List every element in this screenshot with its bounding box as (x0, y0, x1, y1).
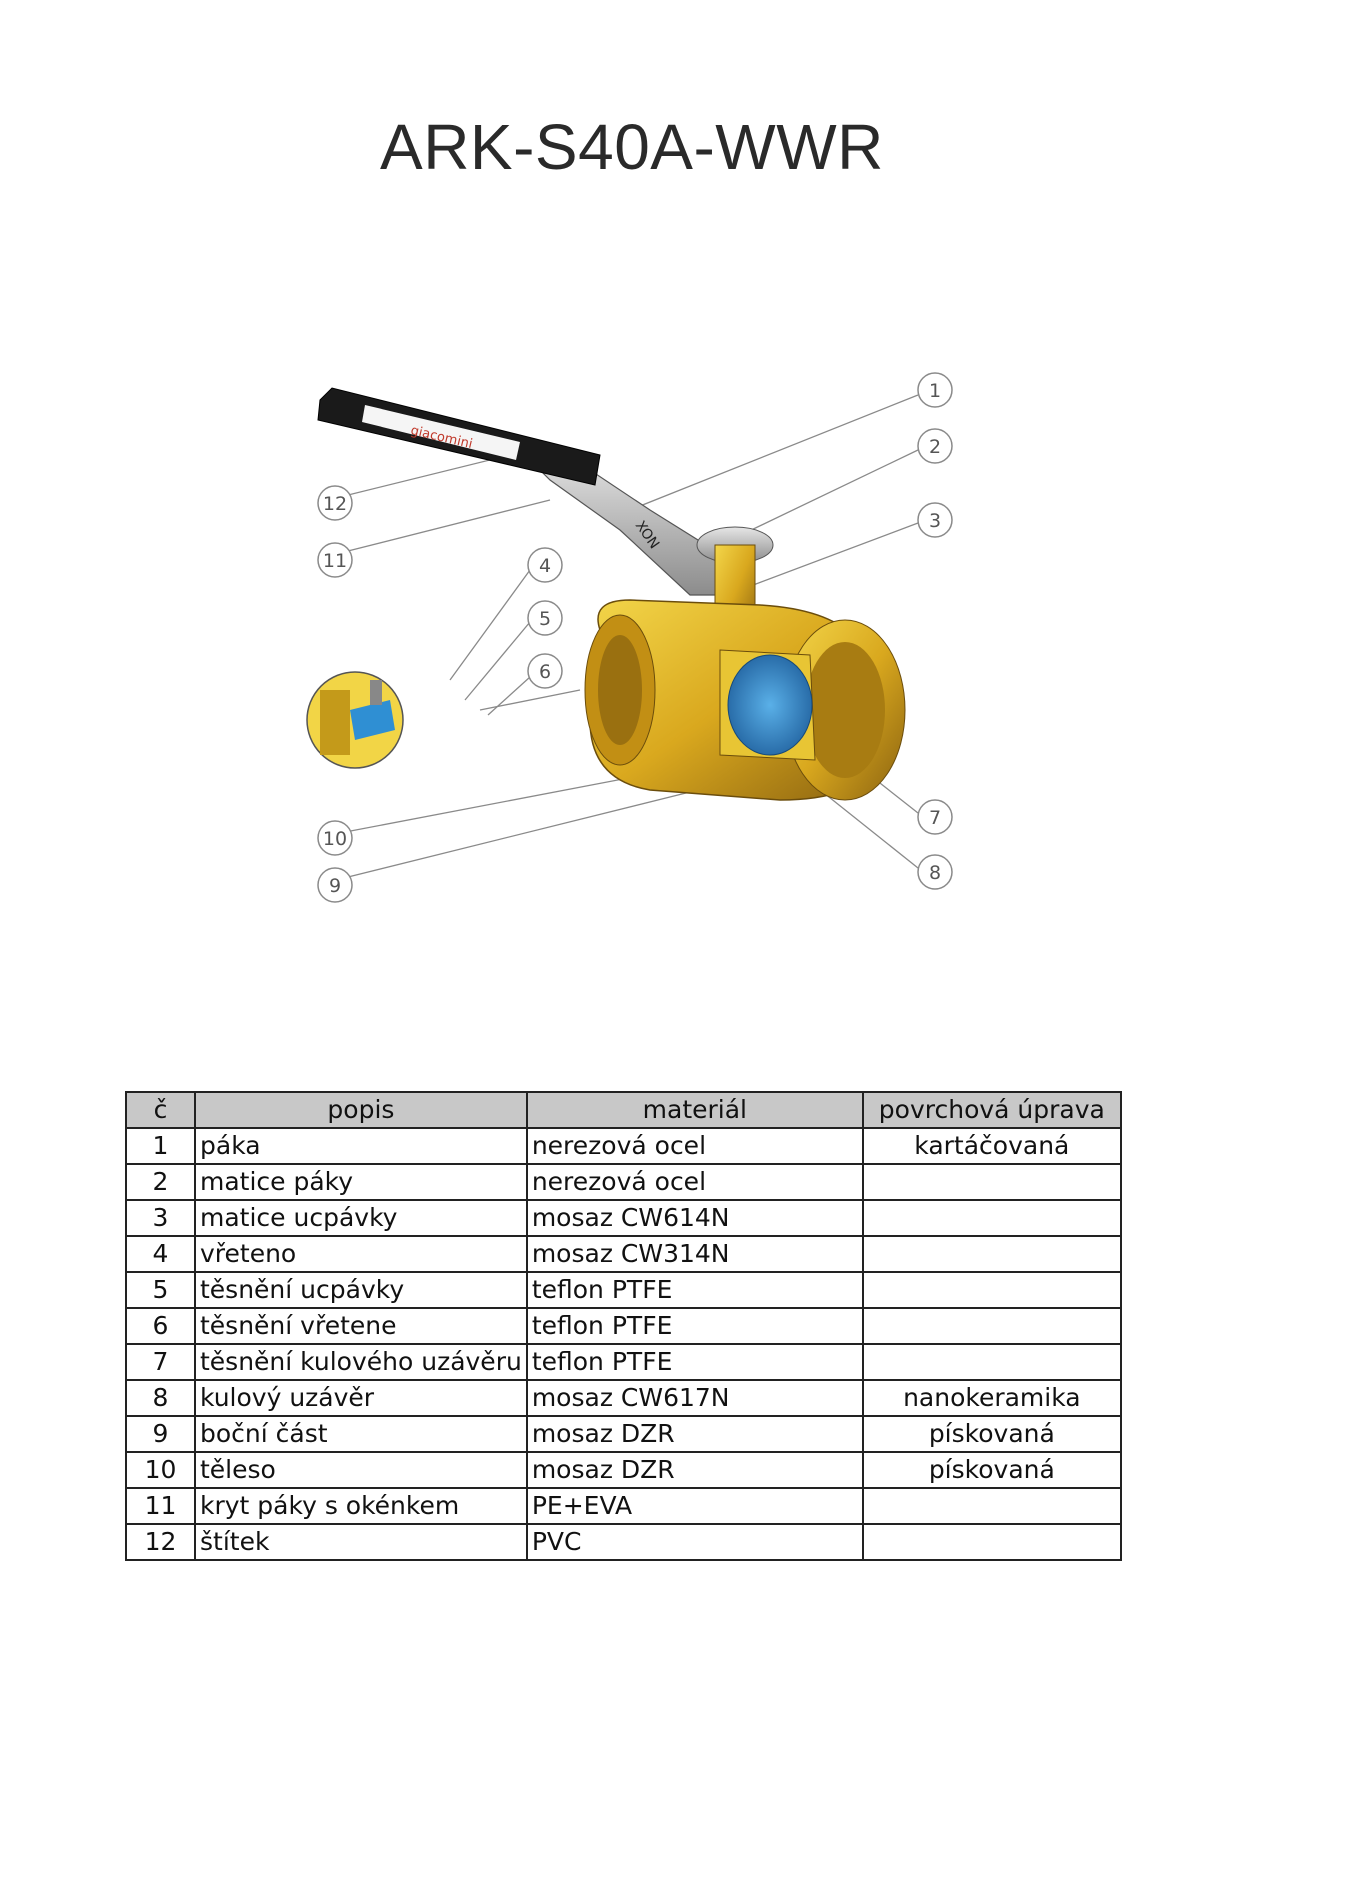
cell-description: boční část (195, 1416, 527, 1452)
callout-12-label: 12 (322, 493, 348, 515)
cell-number: 12 (126, 1524, 195, 1560)
table-row (126, 1488, 1121, 1524)
cell-material: mosaz CW617N (527, 1380, 863, 1416)
header-description: popis (195, 1092, 527, 1128)
cell-material: mosaz CW314N (527, 1236, 863, 1272)
cell-surface (863, 1272, 1121, 1308)
cell-number: 4 (126, 1236, 195, 1272)
callout-8-label: 8 (928, 862, 942, 884)
cell-material: teflon PTFE (527, 1344, 863, 1380)
table-row (126, 1524, 1121, 1560)
cell-surface (863, 1308, 1121, 1344)
cell-surface: pískovaná (863, 1416, 1121, 1452)
valve-illustration (290, 360, 990, 920)
cell-description: matice ucpávky (195, 1200, 527, 1236)
cell-description: těsnění kulového uzávěru (195, 1344, 527, 1380)
callout-2-label: 2 (928, 436, 942, 458)
cell-description: těsnění vřetene (195, 1308, 527, 1344)
cell-surface (863, 1200, 1121, 1236)
cell-number: 6 (126, 1308, 195, 1344)
callout-10-label: 10 (322, 828, 348, 850)
detail-packing (370, 680, 382, 705)
cell-surface (863, 1164, 1121, 1200)
table-row (126, 1416, 1121, 1452)
cell-number: 8 (126, 1380, 195, 1416)
label-brand-text: giacomini (409, 423, 474, 453)
header-surface-finish: povrchová úprava (863, 1092, 1121, 1128)
table-row (126, 1200, 1121, 1236)
callout-5-label: 5 (538, 608, 552, 630)
table-row (126, 1452, 1121, 1488)
cell-material: PVC (527, 1524, 863, 1560)
callout-7-label: 7 (928, 807, 942, 829)
cell-material: mosaz DZR (527, 1416, 863, 1452)
cell-material: nerezová ocel (527, 1128, 863, 1164)
parts-table (125, 1091, 1122, 1561)
cell-description: kulový uzávěr (195, 1380, 527, 1416)
callout-6-label: 6 (538, 661, 552, 683)
cell-surface (863, 1236, 1121, 1272)
cell-number: 1 (126, 1128, 195, 1164)
table-header-row (126, 1092, 1121, 1128)
cell-description: těleso (195, 1452, 527, 1488)
cell-description: těsnění ucpávky (195, 1272, 527, 1308)
cell-description: vřeteno (195, 1236, 527, 1272)
table-row (126, 1380, 1121, 1416)
table-row (126, 1344, 1121, 1380)
cell-description: páka (195, 1128, 527, 1164)
callout-3-label: 3 (928, 510, 942, 532)
valve-outlet-thread (805, 642, 885, 778)
table-row (126, 1236, 1121, 1272)
cell-number: 11 (126, 1488, 195, 1524)
cell-material: mosaz DZR (527, 1452, 863, 1488)
callout-1-label: 1 (928, 380, 942, 402)
cell-material: nerezová ocel (527, 1164, 863, 1200)
lever-marking: XON (631, 518, 663, 553)
valve-exploded-diagram (290, 360, 990, 920)
cell-number: 3 (126, 1200, 195, 1236)
callout-11-label: 11 (322, 550, 348, 572)
cell-material: PE+EVA (527, 1488, 863, 1524)
table-row (126, 1164, 1121, 1200)
cell-description: štítek (195, 1524, 527, 1560)
cell-description: kryt páky s okénkem (195, 1488, 527, 1524)
cell-material: teflon PTFE (527, 1272, 863, 1308)
table-row (126, 1128, 1121, 1164)
cell-surface: nanokeramika (863, 1380, 1121, 1416)
cell-material: mosaz CW614N (527, 1200, 863, 1236)
header-number: č (126, 1092, 195, 1128)
cell-number: 5 (126, 1272, 195, 1308)
cell-description: matice páky (195, 1164, 527, 1200)
cell-surface: kartáčovaná (863, 1128, 1121, 1164)
cell-material: teflon PTFE (527, 1308, 863, 1344)
callout-4-label: 4 (538, 555, 552, 577)
page-title: ARK-S40A-WWR (380, 111, 884, 183)
cell-surface (863, 1524, 1121, 1560)
table-row (126, 1308, 1121, 1344)
cell-surface (863, 1488, 1121, 1524)
cell-number: 2 (126, 1164, 195, 1200)
callout-9-label: 9 (328, 875, 342, 897)
cell-surface: pískovaná (863, 1452, 1121, 1488)
valve-inlet-bore (598, 635, 642, 745)
cell-number: 10 (126, 1452, 195, 1488)
cell-surface (863, 1344, 1121, 1380)
detail-stem-section (320, 690, 350, 755)
table-row (126, 1272, 1121, 1308)
cell-number: 7 (126, 1344, 195, 1380)
header-material: materiál (527, 1092, 863, 1128)
cell-number: 9 (126, 1416, 195, 1452)
ball-closure (728, 655, 812, 755)
